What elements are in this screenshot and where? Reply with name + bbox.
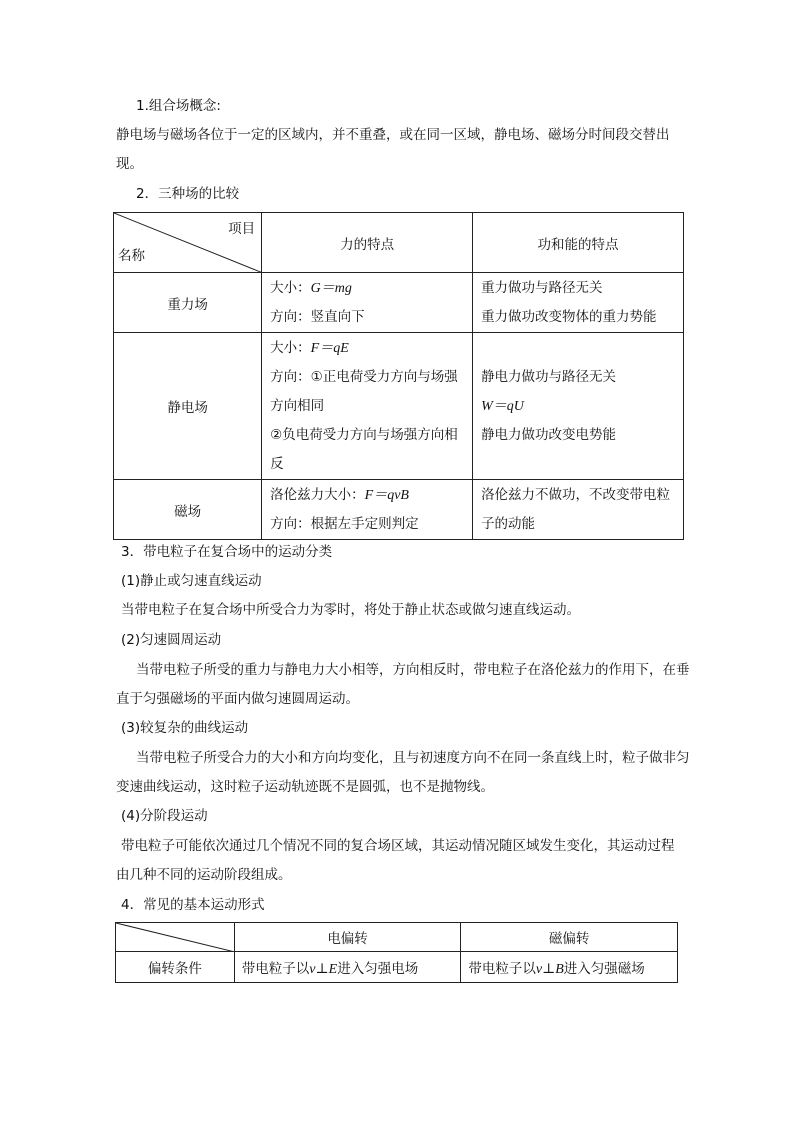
section-1-paragraph-line-2: 现。 — [116, 156, 143, 172]
text-line: 反 — [270, 455, 284, 472]
text-line: 方向：①正电荷受力方向与场强 — [270, 368, 458, 385]
text-line: 重力做功改变物体的重力势能 — [481, 308, 657, 325]
text-line: 方向：根据左手定则判定 — [270, 515, 419, 532]
section-1-heading: 1.组合场概念: — [136, 98, 221, 114]
diagonal-header-cell — [116, 923, 235, 952]
text-line: 大小：F＝qE — [270, 339, 349, 356]
electrostatic-force-cell — [262, 333, 473, 480]
row-name-electrostatic-field: 静电场 — [114, 333, 262, 480]
electric-deflection-condition: 带电粒子以v⊥E进入匀强电场 — [234, 952, 461, 983]
text-line: 方向：竖直向下 — [270, 308, 365, 325]
section-2-heading: 2．三种场的比较 — [136, 186, 240, 202]
subsection-2-text-line-1: 当带电粒子所受的重力与静电力大小相等，方向相反时，带电粒子在洛伦兹力的作用下，在垂 — [136, 662, 690, 678]
row-name-gravity-field: 重力场 — [114, 273, 262, 333]
field-comparison-table — [113, 212, 684, 540]
text-line: 重力做功与路径无关 — [481, 279, 603, 296]
header-name-label: 名称 — [118, 248, 145, 264]
text-line: 洛伦兹力大小：F＝qvB — [270, 486, 409, 503]
gravity-work-cell — [473, 273, 684, 333]
subsection-2-heading: (2)匀速圆周运动 — [121, 632, 222, 648]
table-row — [114, 273, 684, 333]
text-line: ②负电荷受力方向与场强方向相 — [270, 426, 458, 443]
electrostatic-work-cell — [473, 333, 684, 480]
row-name-magnetic-field: 磁场 — [114, 480, 262, 540]
text-line: 静电力做功与路径无关 — [481, 368, 617, 385]
table-row — [116, 952, 678, 983]
diagonal-header-cell — [114, 213, 262, 273]
table-row — [114, 480, 684, 540]
magnetic-work-cell — [473, 480, 684, 540]
text-line: 方向相同 — [270, 397, 325, 414]
subsection-1-text: 当带电粒子在复合场中所受合力为零时，将处于静止状态或做匀速直线运动。 — [121, 602, 580, 618]
header-item-label: 项目 — [228, 221, 256, 237]
gravity-force-cell — [262, 273, 473, 333]
table-row — [114, 333, 684, 480]
subsection-4-heading: (4)分阶段运动 — [121, 808, 208, 824]
section-3-heading: 3．带电粒子在复合场中的运动分类 — [121, 544, 333, 560]
magnetic-force-cell — [262, 480, 473, 540]
row-label-deflection-condition: 偏转条件 — [116, 952, 235, 983]
text-line: 大小：G＝mg — [270, 279, 352, 296]
header-electric-deflection: 电偏转 — [234, 923, 461, 952]
header-work-energy-characteristics: 功和能的特点 — [473, 213, 684, 273]
section-1-paragraph-line-1: 静电场与磁场各位于一定的区域内，并不重叠，或在同一区域，静电场、磁场分时间段交替出 — [116, 127, 670, 143]
text-line: 子的动能 — [481, 515, 536, 532]
subsection-1-heading: (1)静止或匀速直线运动 — [121, 573, 262, 589]
text-line: W＝qU — [481, 398, 524, 414]
section-4-heading: 4．常见的基本运动形式 — [121, 897, 265, 913]
header-force-characteristics: 力的特点 — [262, 213, 473, 273]
text-line: 洛伦兹力不做功，不改变带电粒 — [481, 486, 671, 503]
subsection-3-text-line-1: 当带电粒子所受合力的大小和方向均变化，且与初速度方向不在同一条直线上时，粒子做非匀 — [136, 750, 690, 766]
subsection-3-text-line-2: 变速曲线运动，这时粒子运动轨迹既不是圆弧，也不是抛物线。 — [116, 779, 494, 795]
table-header-row — [114, 213, 684, 273]
motion-forms-table — [115, 922, 678, 983]
subsection-4-text-line-1: 带电粒子可能依次通过几个情况不同的复合场区域，其运动情况随区域发生变化，其运动过程 — [121, 838, 675, 854]
subsection-4-text-line-2: 由几种不同的运动阶段组成。 — [116, 867, 292, 883]
table-header-row — [116, 923, 678, 952]
header-magnetic-deflection: 磁偏转 — [461, 923, 678, 952]
subsection-2-text-line-2: 直于匀强磁场的平面内做匀速圆周运动。 — [116, 691, 359, 707]
text-line: 静电力做功改变电势能 — [481, 426, 617, 443]
subsection-3-heading: (3)较复杂的曲线运动 — [121, 720, 249, 736]
diagonal-line — [116, 923, 235, 952]
magnetic-deflection-condition: 带电粒子以v⊥B进入匀强磁场 — [461, 952, 678, 983]
